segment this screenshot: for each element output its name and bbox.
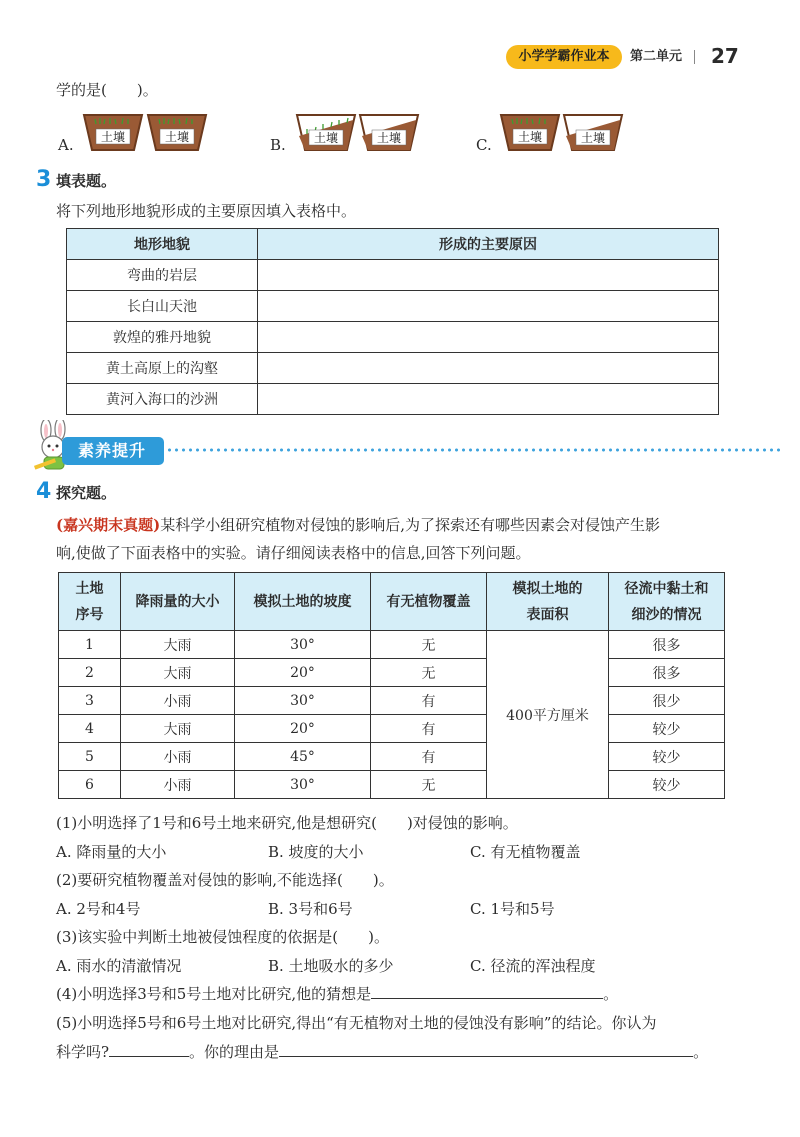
table-row: [59, 631, 725, 659]
banner-dotted-line: [166, 448, 780, 452]
land-no-cell: 4: [59, 715, 121, 743]
q4-intro-line1: [56, 514, 660, 535]
rain-cell: 大雨: [121, 631, 235, 659]
rain-cell: 小雨: [121, 743, 235, 771]
runoff-cell: 较少: [609, 743, 725, 771]
subq2-text: (2)要研究植物覆盖对侵蚀的影响,不能选择( )。: [56, 871, 394, 889]
slope-cell: 45°: [235, 743, 371, 771]
subq3-option-c[interactable]: C. 径流的浑浊程度: [470, 957, 596, 975]
cause-answer-cell[interactable]: [258, 384, 719, 415]
table-row: [67, 384, 719, 415]
runoff-cell: 很少: [609, 687, 725, 715]
pot-label: 土壤: [376, 131, 402, 145]
table-row: [67, 353, 719, 384]
subq2-option-c[interactable]: C. 1号和5号: [470, 900, 555, 918]
banner-label: 素养提升: [78, 441, 147, 460]
table-row: [59, 659, 725, 687]
subq4-text: (4)小明选择3号和5号土地对比研究,他的猜想是: [56, 985, 372, 1003]
land-no-cell: 6: [59, 771, 121, 799]
plants-cell: 有: [371, 687, 487, 715]
intro-text: 某科学小组研究植物对侵蚀的影响后,为了探索还有哪些因素会对侵蚀产生影: [160, 516, 660, 534]
subq1-option-a[interactable]: A. 降雨量的大小: [56, 843, 167, 861]
slope-header: 模拟土地的坡度: [235, 573, 371, 631]
cause-answer-cell[interactable]: [258, 291, 719, 322]
landform-cell: 黄土高原上的沟壑: [67, 353, 258, 384]
area-cell: 400平方厘米: [487, 631, 609, 799]
q2-option-a-letter[interactable]: A.: [58, 136, 74, 154]
subq3-text: (3)该实验中判断土地被侵蚀程度的依据是( )。: [56, 928, 389, 946]
rain-cell: 大雨: [121, 659, 235, 687]
cause-header: 形成的主要原因: [258, 229, 719, 260]
plants-cell: 无: [371, 631, 487, 659]
land-no-header: 土地 序号: [59, 573, 121, 631]
slope-cell: 30°: [235, 631, 371, 659]
cause-answer-cell[interactable]: [258, 260, 719, 291]
subq1-option-b[interactable]: B. 坡度的大小: [268, 843, 364, 861]
table-row: [59, 771, 725, 799]
plants-cell: 有: [371, 743, 487, 771]
landform-table: [66, 228, 719, 415]
land-no-cell: 1: [59, 631, 121, 659]
slope-cell: 20°: [235, 715, 371, 743]
pot-label: 土壤: [517, 130, 543, 144]
runoff-cell: 很多: [609, 631, 725, 659]
source-tag: (嘉兴期末真题): [56, 516, 161, 534]
subq5-prompt: 科学吗?: [56, 1043, 110, 1061]
plants-cell: 无: [371, 659, 487, 687]
pot-a1-flat-grass: [82, 112, 144, 152]
pot-label: 土壤: [100, 130, 126, 144]
subq3-option-a[interactable]: A. 雨水的清澈情况: [56, 957, 182, 975]
landform-cell: 黄河入海口的沙洲: [67, 384, 258, 415]
area-header: 模拟土地的 表面积: [487, 573, 609, 631]
rain-cell: 小雨: [121, 687, 235, 715]
subq5-end: 。: [693, 1043, 709, 1061]
pot-label: 土壤: [313, 131, 339, 145]
table-row: [59, 743, 725, 771]
runoff-header: 径流中黏土和 细沙的情况: [609, 573, 725, 631]
q3-title: 填表题。: [56, 172, 117, 190]
pot-label: 土壤: [580, 131, 606, 145]
runoff-cell: 较少: [609, 715, 725, 743]
book-title-badge: 小学学霸作业本: [506, 45, 622, 69]
q4-intro-line2: 响,使做了下面表格中的实验。请仔细阅读表格中的信息,回答下列问题。: [56, 544, 531, 562]
plants-cell: 有: [371, 715, 487, 743]
pot-c2-sloped-bare: [562, 112, 624, 152]
plants-cell: 无: [371, 771, 487, 799]
subq2-option-a[interactable]: A. 2号和4号: [56, 900, 141, 918]
subq5-line1: (5)小明选择5号和6号土地对比研究,得出“有无植物对土地的侵蚀没有影响”的结论。你认为: [56, 1014, 657, 1032]
q3-number: 3: [36, 167, 52, 192]
landform-header: 地形地貌: [67, 229, 258, 260]
cause-answer-cell[interactable]: [258, 353, 719, 384]
header-divider: [694, 50, 695, 64]
landform-cell: 长白山天池: [67, 291, 258, 322]
table-row: [67, 291, 719, 322]
subq5-reason-prompt: 。你的理由是: [189, 1043, 280, 1061]
table-row: [67, 322, 719, 353]
unit-label: 第二单元: [630, 49, 683, 64]
subq3-option-b[interactable]: B. 土地吸水的多少: [268, 957, 394, 975]
q4-number: 4: [36, 479, 52, 504]
experiment-table: [58, 572, 725, 799]
land-no-cell: 3: [59, 687, 121, 715]
slope-cell: 30°: [235, 687, 371, 715]
subq1-option-c[interactable]: C. 有无植物覆盖: [470, 843, 581, 861]
landform-cell: 敦煌的雅丹地貌: [67, 322, 258, 353]
subq5-opinion-blank[interactable]: [109, 1041, 189, 1057]
subq4-line: [56, 983, 618, 1004]
pot-b2-sloped-bare: [358, 112, 420, 152]
land-no-cell: 5: [59, 743, 121, 771]
q4-title: 探究题。: [56, 484, 117, 502]
subq2-option-b[interactable]: B. 3号和6号: [268, 900, 353, 918]
subq4-answer-blank[interactable]: [371, 983, 603, 999]
q2-stem-end: 学的是( )。: [56, 81, 158, 99]
rain-header: 降雨量的大小: [121, 573, 235, 631]
pot-c1-flat-grass: [499, 112, 561, 152]
subq4-end: 。: [603, 985, 619, 1003]
subq5-reason-blank[interactable]: [279, 1041, 693, 1057]
pot-a2-flat-grass: [146, 112, 208, 152]
plants-header: 有无植物覆盖: [371, 573, 487, 631]
runoff-cell: 较少: [609, 771, 725, 799]
land-no-cell: 2: [59, 659, 121, 687]
subq1-text: (1)小明选择了1号和6号土地来研究,他是想研究( )对侵蚀的影响。: [56, 814, 518, 832]
rain-cell: 大雨: [121, 715, 235, 743]
pot-b1-sloped-grass: [295, 112, 357, 152]
q2-option-b-letter[interactable]: B.: [270, 136, 286, 154]
table-row: [59, 715, 725, 743]
runoff-cell: 很多: [609, 659, 725, 687]
slope-cell: 30°: [235, 771, 371, 799]
q2-option-c-letter[interactable]: C.: [476, 136, 492, 154]
table-row: [59, 687, 725, 715]
page-number: 27: [711, 44, 739, 68]
pot-label: 土壤: [164, 130, 190, 144]
slope-cell: 20°: [235, 659, 371, 687]
q3-instruction: 将下列地形地貌形成的主要原因填入表格中。: [56, 202, 357, 220]
cause-answer-cell[interactable]: [258, 322, 719, 353]
rain-cell: 小雨: [121, 771, 235, 799]
subq5-line2: [56, 1041, 708, 1062]
landform-cell: 弯曲的岩层: [67, 260, 258, 291]
table-row: [67, 260, 719, 291]
